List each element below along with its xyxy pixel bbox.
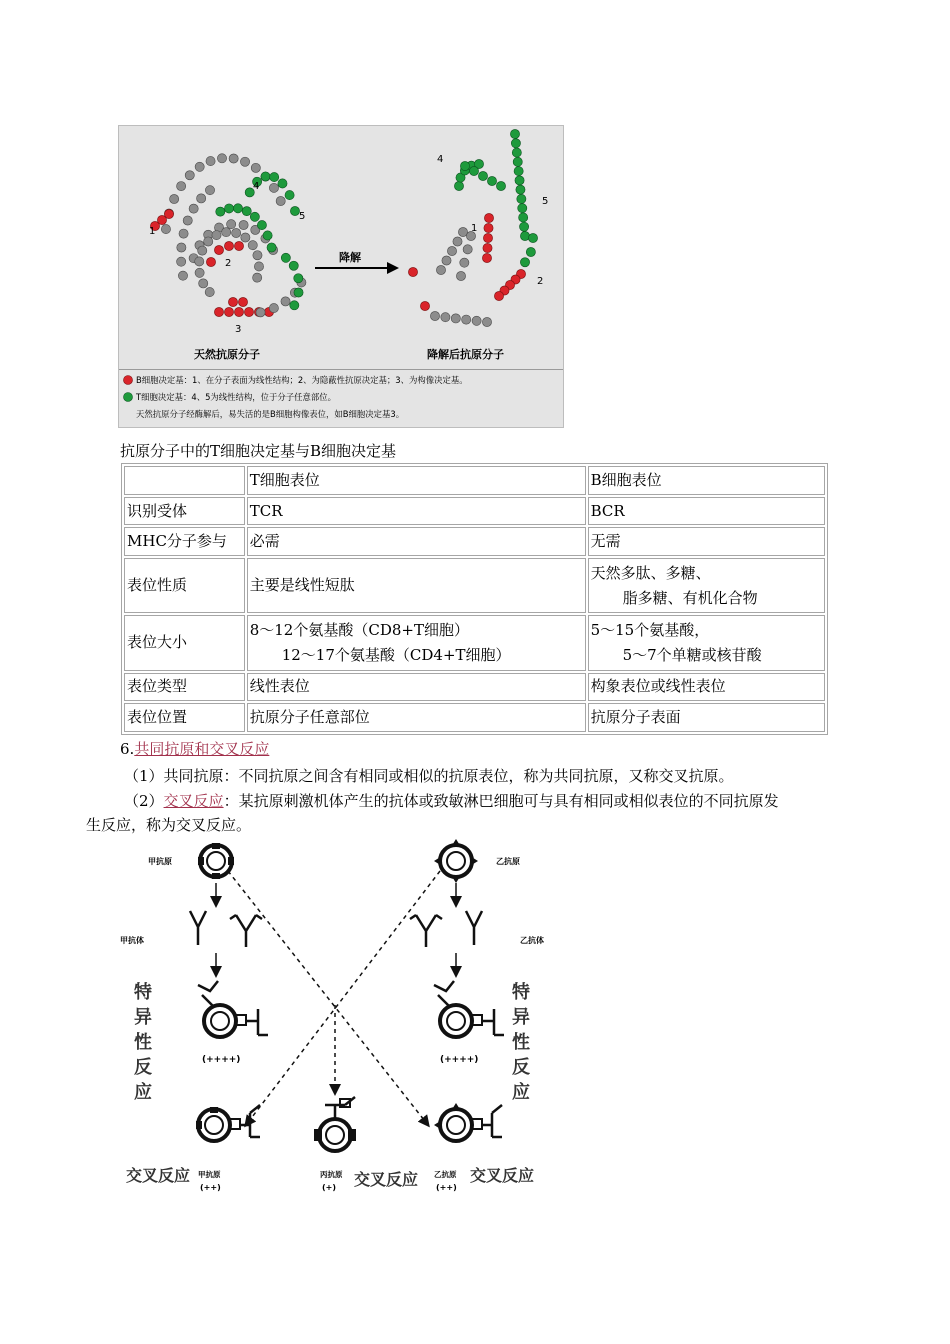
bead — [185, 171, 194, 180]
specific-char: 应 — [512, 1082, 530, 1103]
legend-b-epitope: B细胞决定基：1、在分子表面为线性结构；2、为隐蔽性抗原决定基；3、为构像决定基。 — [136, 375, 468, 385]
bead — [420, 301, 429, 310]
bead — [242, 207, 251, 216]
bead — [290, 301, 299, 310]
bead — [269, 303, 278, 312]
bead — [483, 243, 492, 252]
cross-label-b: 交叉反应 — [470, 1166, 535, 1185]
bead — [216, 207, 225, 216]
bead — [261, 172, 270, 181]
b-cell: BCR — [588, 497, 825, 526]
bead — [254, 262, 263, 271]
bead — [248, 241, 257, 250]
bead — [462, 315, 471, 324]
bead — [515, 176, 524, 185]
bead — [217, 154, 226, 163]
b-cell — [588, 615, 825, 670]
bead — [250, 212, 259, 221]
specific-char: 异 — [134, 1007, 152, 1028]
bead — [278, 179, 287, 188]
bead — [454, 181, 463, 190]
row-label: 识别受体 — [124, 497, 245, 526]
specific-char: 性 — [512, 1032, 530, 1053]
bead — [496, 181, 505, 190]
row-label: 表位大小 — [124, 615, 245, 670]
antibody-b-label: 乙抗体 — [520, 936, 544, 945]
t-cell: 必需 — [247, 527, 586, 556]
antigen-a-label: 甲抗原 — [148, 857, 172, 866]
bead — [526, 247, 535, 256]
bead — [195, 257, 204, 266]
specific-label-right — [512, 981, 530, 1103]
bead — [281, 253, 290, 262]
b-cell-line: 脂多糖、有机化合物 — [622, 588, 758, 607]
cross-reaction-link[interactable]: 交叉反应 — [163, 792, 224, 810]
degrade-arrow — [315, 250, 399, 274]
num-left-2: 2 — [225, 258, 232, 269]
bead — [460, 258, 469, 267]
bead — [205, 186, 214, 195]
num-left-1: 1 — [149, 226, 156, 237]
bead — [289, 261, 298, 270]
table-row — [124, 673, 825, 702]
b-cell — [588, 558, 825, 613]
bead — [520, 258, 529, 267]
row-label: MHC分子参与 — [124, 527, 245, 556]
bead — [294, 288, 303, 297]
specific-char: 反 — [134, 1057, 152, 1078]
bead — [239, 220, 248, 229]
bead — [520, 231, 529, 240]
bead — [189, 204, 198, 213]
bead — [232, 228, 241, 237]
bead — [487, 176, 496, 185]
bead — [224, 204, 233, 213]
row-label: 表位位置 — [124, 703, 245, 732]
bead — [161, 224, 170, 233]
bead — [177, 243, 186, 252]
t-cell: 主要是线性短肽 — [247, 558, 586, 613]
legend-note: 天然抗原分子经酶解后，易失活的是B细胞构像表位，如B细胞决定基3。 — [136, 409, 405, 419]
specific-marks-right: (++++) — [440, 1055, 479, 1065]
degrade-label: 降解 — [339, 251, 361, 264]
bead — [269, 183, 278, 192]
num-left-3: 3 — [235, 324, 242, 335]
b-cell: 抗原分子表面 — [588, 703, 825, 732]
num-left-4: 4 — [253, 181, 260, 192]
paragraph-cross-reaction — [124, 789, 779, 813]
bead — [251, 163, 260, 172]
specific-char: 反 — [512, 1057, 530, 1078]
specific-char: 异 — [512, 1007, 530, 1028]
bead — [472, 316, 481, 325]
bead — [484, 213, 493, 222]
bead — [214, 307, 223, 316]
bead — [224, 241, 233, 250]
bead — [519, 213, 528, 222]
header-empty — [124, 466, 245, 495]
bead — [519, 222, 528, 231]
antibody-a-group — [190, 911, 482, 947]
bead — [441, 313, 450, 322]
figure-caption: 抗原分子中的T细胞决定基与B细胞决定基 — [120, 442, 397, 460]
bead — [267, 243, 276, 252]
bead — [453, 237, 462, 246]
bead — [483, 233, 492, 242]
bead — [238, 297, 247, 306]
bead — [240, 157, 249, 166]
bead — [224, 307, 233, 316]
bead — [513, 157, 522, 166]
bead — [197, 194, 206, 203]
t-cell: 线性表位 — [247, 673, 586, 702]
b-cell-line: 5～15个氨基酸， — [590, 620, 710, 639]
section-number: 6. — [120, 740, 135, 758]
bead — [222, 228, 231, 237]
cross-complex-a — [196, 1105, 260, 1141]
row-label: 表位类型 — [124, 673, 245, 702]
bead — [528, 233, 537, 242]
specific-marks-left: (++++) — [202, 1055, 241, 1065]
bead — [257, 220, 266, 229]
header-b-epitope: B细胞表位 — [588, 466, 825, 495]
antigen-a-top — [198, 843, 234, 879]
specific-complex-left — [198, 981, 268, 1037]
section-heading — [120, 738, 269, 760]
bead — [294, 274, 303, 283]
cross-marks-b: (++) — [436, 1183, 457, 1192]
bead — [517, 194, 526, 203]
bead — [482, 253, 491, 262]
bead — [456, 271, 465, 280]
bead — [482, 317, 491, 326]
bead — [199, 279, 208, 288]
antibody-a-label: 甲抗体 — [120, 936, 144, 945]
antigen-epitope-figure — [118, 125, 564, 428]
cross-complex-c — [314, 1097, 356, 1151]
bead — [442, 256, 451, 265]
bead — [177, 257, 186, 266]
antigen-b-top — [434, 839, 478, 883]
table-row — [124, 497, 825, 526]
t-cell-line: 8～12个氨基酸（CD8+T细胞） — [249, 620, 469, 639]
bead — [285, 190, 294, 199]
bead — [436, 265, 445, 274]
bead — [233, 204, 242, 213]
bead — [206, 257, 215, 266]
b-epitope-legend-dot — [124, 376, 133, 385]
num-right-1: 1 — [471, 223, 478, 234]
cross-marks-c: (+) — [322, 1183, 337, 1192]
b-cell-line: 天然多肽、多糖、 — [590, 563, 711, 582]
bead — [430, 311, 439, 320]
t-cell: TCR — [247, 497, 586, 526]
bead — [463, 245, 472, 254]
t-epitope-legend-dot — [124, 393, 133, 402]
bead — [164, 209, 173, 218]
bead — [198, 246, 207, 255]
table-row — [124, 558, 825, 613]
bead — [516, 185, 525, 194]
specific-char: 特 — [134, 982, 152, 1003]
bead — [270, 172, 279, 181]
bead — [206, 156, 215, 165]
b-cell-line: 5～7个单糖或核苷酸 — [622, 645, 762, 664]
cross-label-a: 交叉反应 — [126, 1166, 191, 1185]
header-t-epitope: T细胞表位 — [247, 466, 586, 495]
specific-char: 性 — [134, 1032, 152, 1053]
degraded-antigen-label: 降解后抗原分子 — [427, 348, 504, 361]
bead — [204, 237, 213, 246]
bead — [214, 245, 223, 254]
bead — [276, 196, 285, 205]
para-prefix: （2） — [124, 792, 164, 810]
specific-char: 特 — [512, 982, 530, 1003]
bead — [228, 297, 237, 306]
cross-reaction-figure — [110, 835, 560, 1199]
epitope-comparison-table — [121, 463, 828, 735]
bead — [244, 307, 253, 316]
bead — [512, 148, 521, 157]
bead — [195, 162, 204, 171]
bead — [205, 287, 214, 296]
cross-reaction-diagram — [110, 835, 560, 1195]
num-right-2: 2 — [537, 276, 544, 287]
num-left-5: 5 — [299, 211, 306, 222]
table-row — [124, 703, 825, 732]
num-right-5: 5 — [542, 196, 549, 207]
paragraph-common-antigen: （1）共同抗原：不同抗原之间含有相同或相似的抗原表位，称为共同抗原，又称交叉抗原。 — [124, 767, 734, 785]
cross-label-c: 交叉反应 — [354, 1170, 419, 1189]
cross-antigen-c: 丙抗原 — [320, 1170, 343, 1179]
bead — [460, 161, 469, 170]
bead — [253, 273, 262, 282]
cross-marks-a: (++) — [200, 1183, 221, 1192]
bead — [484, 223, 493, 232]
bead — [229, 154, 238, 163]
b-cell: 构象表位或线性表位 — [588, 673, 825, 702]
legend-t-epitope: T细胞决定基：4、5为线性结构，位于分子任意部位。 — [136, 392, 337, 402]
native-antigen-label: 天然抗原分子 — [194, 348, 260, 361]
bead — [178, 271, 187, 280]
native-antigen-beads — [150, 154, 306, 317]
bead — [234, 241, 243, 250]
num-right-4: 4 — [437, 154, 444, 165]
bead — [195, 268, 204, 277]
bead — [212, 230, 221, 239]
bead — [494, 291, 503, 300]
bead — [256, 308, 265, 317]
table-row — [124, 615, 825, 670]
t-cell — [247, 615, 586, 670]
bead — [451, 314, 460, 323]
t-cell-line: 12～17个氨基酸（CD4+T细胞） — [281, 645, 511, 664]
cross-complex-b — [434, 1103, 502, 1141]
paragraph-cross-reaction-cont: 生反应，称为交叉反应。 — [86, 816, 252, 834]
bead — [179, 229, 188, 238]
bead — [469, 166, 478, 175]
bead — [241, 233, 250, 242]
bead — [253, 251, 262, 260]
bead — [170, 194, 179, 203]
bead — [234, 307, 243, 316]
bead — [511, 139, 520, 148]
section-title-link[interactable]: 共同抗原和交叉反应 — [134, 740, 270, 758]
bead — [227, 220, 236, 229]
bead — [510, 129, 519, 138]
cross-antigen-b: 乙抗原 — [434, 1170, 457, 1179]
bead — [518, 204, 527, 213]
table-row — [124, 527, 825, 556]
bead — [478, 171, 487, 180]
t-cell: 抗原分子任意部位 — [247, 703, 586, 732]
bead — [183, 216, 192, 225]
bead — [514, 166, 523, 175]
table-header-row — [124, 466, 825, 495]
bead — [281, 297, 290, 306]
bead — [408, 267, 417, 276]
specific-complex-right — [434, 981, 504, 1037]
bead — [177, 182, 186, 191]
cross-antigen-a: 甲抗原 — [198, 1170, 221, 1179]
specific-label-left — [134, 981, 152, 1103]
antigen-epitope-diagram — [119, 126, 563, 427]
para-text: ：某抗原刺激机体产生的抗体或致敏淋巴细胞可与具有相同或相似表位的不同抗原发 — [223, 792, 779, 810]
row-label: 表位性质 — [124, 558, 245, 613]
b-cell: 无需 — [588, 527, 825, 556]
bead — [263, 231, 272, 240]
specific-char: 应 — [134, 1082, 152, 1103]
antigen-b-label: 乙抗原 — [496, 857, 520, 866]
bead — [447, 246, 456, 255]
